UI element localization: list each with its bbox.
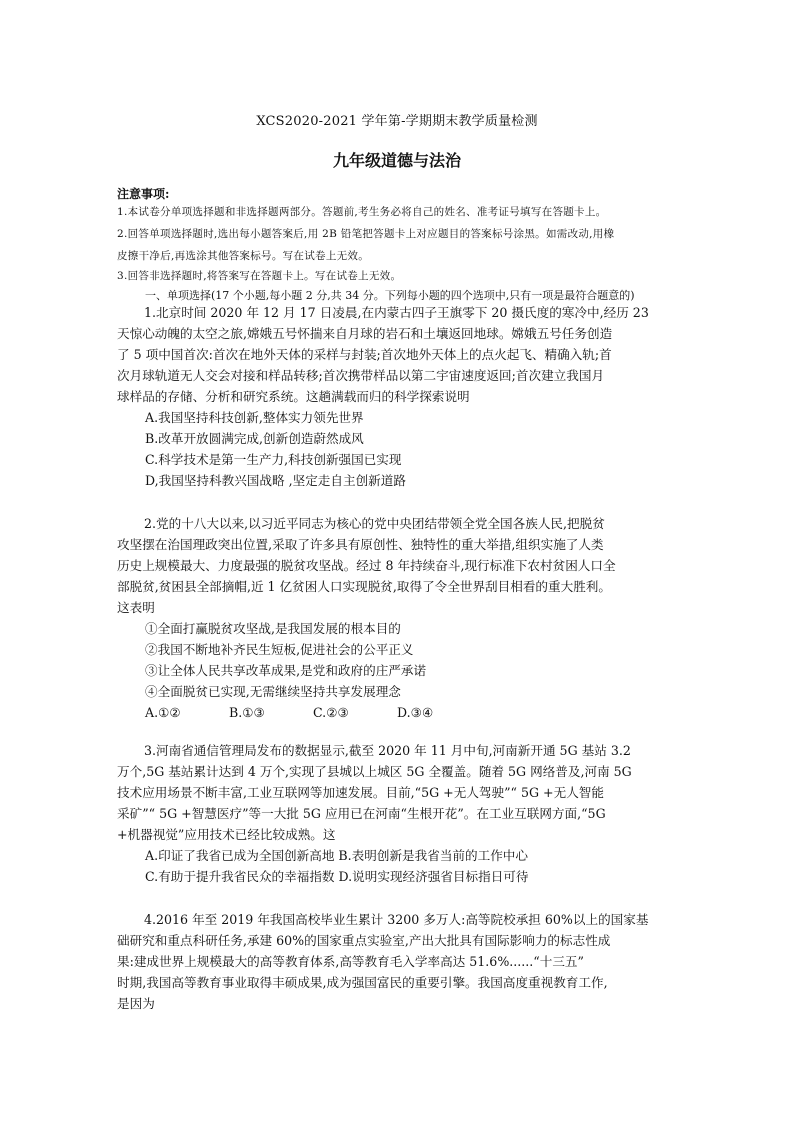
question-stem-line: 2.党的十八大以来,以习近平同志为核心的党中央团结带领全党全国各族人民,把脱贫 [144,516,605,531]
answer-option-b: B.①③ [229,705,265,720]
question-stem-line: 历史上规模最大、力度最强的脱贫攻坚战。经过 8 年持续奋斗,现行标准下农村贫困人口全 [117,558,616,573]
question-stem-line: 部脱贫,贫困县全部摘帽,近 1 亿贫困人口实现脱贫,取得了令全世界刮目相看的重大胜利。 [117,579,611,594]
question-stem-line: 果:建成世界上规模最大的高等教育体系,高等教育毛入学率高达 51.6%......“十三五” [117,954,584,969]
notice-line-3: 皮擦干净后,再选涂其他答案标号。写在试卷上无效。 [117,250,370,262]
question-stem-line: 了 5 项中国首次:首次在地外天体的采样与封装;首次地外天体上的点火起飞、精确入轨;首 [117,347,612,362]
answer-option-c: C.②③ [313,705,349,720]
question-2 [117,513,683,723]
question-1 [117,302,683,491]
statement-1: ①全面打赢脱贫攻坚战,是我国发展的根本目的 [145,621,401,636]
question-stem-line: 攻坚摆在治国理政突出位置,采取了许多具有原创性、独特性的重大举措,组织实施了人类 [117,537,604,552]
notice-line-2: 2.回答单项选择题时,选出每小题答案后,用 2B 铅笔把答题卡上对应题目的答案标号涂黑。如需改动,用橡 [117,228,615,240]
answer-option-b: B.改革开放圆满完成,创新创造蔚然成风 [145,431,364,446]
question-stem-line: 采矿”“ 5G +智慧医疗”等一大批 5G 应用已在河南“生根开花”。在工业互联网方面,“5G [117,806,606,821]
question-3 [117,740,683,887]
section-heading: 一、单项选择(17 个小题,每小题 2 分,共 34 分。下列每小题的四个选项中,只有一项是最符合题意的) [145,289,635,302]
question-stem-line: 这表明 [117,600,155,615]
answer-options-line-cd: C.有助于提升我省民众的幸福指数 D.说明实现经济强省目标指日可待 [145,869,529,884]
statement-3: ③让全体人民共享改革成果,是党和政府的庄严承诺 [145,663,427,678]
answer-option-d: D.③④ [397,705,434,720]
answer-options-row [117,702,683,723]
notice-heading: 注意事项: [117,187,170,201]
question-stem-line: 次月球轨道无人交会对接和样品转移;首次携带样品以第二宇宙速度返回;首次建立我国月 [117,368,605,383]
question-4 [117,909,683,1014]
question-stem-line: 天惊心动魄的太空之旅,嫦娥五号怀揣来自月球的岩石和土壤返回地球。嫦娥五号任务创造 [117,326,613,341]
question-stem-line: 4.2016 年至 2019 年我国高校毕业生累计 3200 多万人:高等院校承担 60%以上的国家基 [144,912,649,927]
subject-title: 九年级道德与法治 [332,151,461,170]
question-stem-line: 3.河南省通信管理局发布的数据显示,截至 2020 年 11 月中旬,河南新开通 5G 基站 3.2 [144,743,631,758]
question-stem-line: 础研究和重点科研任务,承建 60%的国家重点实验室,产出大批具有国际影响力的标志性成 [117,933,611,948]
notice-line-1: 1.本试卷分单项选择题和非选择题两部分。答题前,考生务必将自己的姓名、准考证号填写在答题卡上。 [117,206,607,218]
answer-option-a: A.①② [145,705,181,720]
answer-options-line-ab: A.印证了我省已成为全国创新高地 B.表明创新是我省当前的工作中心 [145,848,528,863]
statement-2: ②我国不断地补齐民生短板,促进社会的公平正义 [145,642,414,657]
answer-option-c: C.科学技术是第一生产力,科技创新强国已实现 [145,452,402,467]
answer-option-d: D,我国坚持科教兴国战略 ,坚定走自主创新道路 [145,473,406,488]
statement-4: ④全面脱贫已实现,无需继续坚持共享发展理念 [145,684,401,699]
question-stem-line: 技术应用场景不断丰富,工业互联网等加速发展。目前,“5G +无人驾驶”“ 5G +无人智能 [117,785,604,800]
question-stem-line: 是因为 [117,996,155,1011]
question-stem-line: +机器视觉”应用技术已经比较成熟。这 [117,827,336,842]
question-stem-line: 时期,我国高等教育事业取得丰硕成果,成为强国富民的重要引擎。我国高度重视教育工作, [117,975,608,990]
exam-top-title: XCS2020-2021 学年第-学期期末教学质量检测 [256,114,538,129]
question-stem-line: 万个,5G 基站累计达到 4 万个,实现了县城以上城区 5G 全覆盖。随着 5G 网络普及,河南 5G [117,764,632,779]
answer-option-a: A.我国坚持科技创新,整体实力领先世界 [145,410,364,425]
question-stem-line: 1.北京时间 2020 年 12 月 17 日凌晨,在内蒙古四子王旗零下 20 摄氏度的寒冷中,经历 23 [144,305,649,320]
question-stem-line: 球样品的存储、分析和研究系统。这趟满载而归的科学探索说明 [117,389,470,404]
notice-line-4: 3.回答非选择题时,将答案写在答题卡上。写在试卷上无效。 [117,270,402,282]
